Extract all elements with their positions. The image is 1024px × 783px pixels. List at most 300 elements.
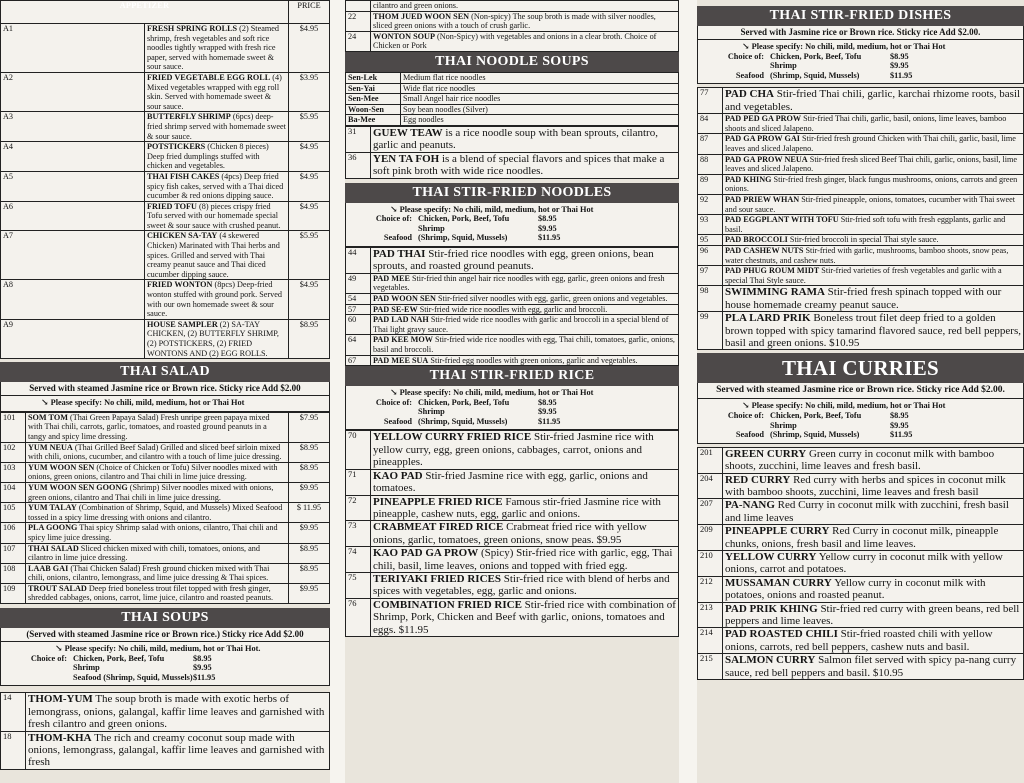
menu-item-row — [1, 583, 330, 603]
item-number: 71 — [346, 469, 371, 495]
menu-item-row — [1, 24, 330, 73]
item-name: FRESH SPRING ROLLS — [147, 24, 238, 33]
noodle-type-row — [346, 94, 679, 105]
item-desc-text: (Choice of Chicken or Tofu) Silver noodles mixed with onions, green onions, cilantro and Thai chili in lime juice dressing. — [28, 462, 278, 482]
menu-column-right — [697, 0, 1024, 783]
protein-option — [5, 663, 325, 673]
menu-item-row — [1, 142, 330, 172]
item-name: PAD MEE — [373, 273, 410, 283]
item-desc-text: Stir-fried Jasmine rice with yellow curry, egg, green onions, cabbages, carrot, onions and pineapples. — [373, 431, 654, 469]
item-name: GUEW TEAW — [373, 126, 443, 139]
chili-pepper-icon: ↘ — [390, 203, 398, 214]
item-description — [145, 112, 289, 142]
chili-pepper-icon: ↘ — [390, 387, 398, 398]
item-description — [723, 654, 1024, 680]
protein-price: $9.95 — [538, 407, 557, 417]
item-number: 98 — [698, 286, 723, 312]
item-description — [723, 266, 1024, 286]
menu-item-row — [346, 247, 679, 273]
item-desc-text: Stir-fried Jasmine rice with egg, garlic, onions and tomatoes. — [373, 469, 648, 495]
noodle-soups-heading: THAI NOODLE SOUPS — [345, 52, 679, 72]
item-price: $4.95 — [289, 201, 330, 231]
rice-options — [345, 386, 679, 430]
item-number: 99 — [698, 312, 723, 350]
protein-price: $8.95 — [890, 410, 909, 420]
menu-item-row — [698, 550, 1024, 576]
item-desc-text: The rich and creamy coconut soup made with onions, lemongrass, galangal, kaffir lime leaves and garnished with fresh — [28, 731, 325, 769]
menu-item-row — [698, 525, 1024, 551]
item-name: KAO PAD — [373, 469, 423, 482]
item-desc-text: Thai spicy Shrimp salad with onions, cilantro, Thai chili and spicy lime juice dressing. — [28, 523, 278, 542]
item-desc-text: Yellow curry in coconut milk with yellow onions, carrot and potatoes. — [725, 550, 1003, 576]
menu-item-row — [346, 335, 679, 355]
protein-option — [350, 417, 674, 427]
appetizer-table — [0, 0, 330, 359]
item-number: 102 — [1, 442, 26, 462]
rice-table — [345, 430, 679, 637]
menu-item-row — [346, 304, 679, 315]
item-desc-text: Salmon filet served with spicy pa-nang curry sauce, red bell peppers and basil. $10.95 — [725, 654, 1017, 679]
soup-continued-text: cilantro and green onions. — [371, 1, 679, 12]
item-description — [145, 231, 289, 280]
menu-item-row — [1, 112, 330, 142]
protein-label: Seafood — [735, 70, 764, 80]
item-desc-text: Stir-fried varieties of fresh vegetables and garlic with a special Thai Style sauce. — [725, 266, 1002, 285]
item-description — [723, 447, 1024, 473]
item-number: 88 — [698, 154, 723, 174]
item-number: 212 — [698, 576, 723, 602]
item-name: PINEAPPLE FRIED RICE — [373, 495, 503, 508]
menu-item-row — [346, 293, 679, 304]
item-name: KAO PAD GA PROW — [373, 547, 479, 560]
protein-label: Seafood — [383, 416, 412, 426]
item-desc-text: Red curry with herbs and spices in coconut milk with bamboo shoots, zucchini, lime leaves and fresh basil — [725, 473, 1006, 498]
item-description — [371, 547, 679, 573]
item-name: CHICKEN SA-TAY — [147, 231, 218, 241]
item-description — [26, 503, 289, 523]
item-number: 96 — [698, 245, 723, 265]
dishes-rice-note: Served with Jasmine rice or Brown rice. Sticky rice Add $2.00. — [697, 26, 1024, 40]
noodle-type-desc: Medium flat rice noodles — [401, 72, 679, 83]
item-number: 89 — [698, 174, 723, 194]
item-name: HOUSE SAMPLER — [147, 319, 218, 329]
item-name: PLA LARD PRIK — [725, 312, 811, 325]
item-number: 105 — [1, 503, 26, 523]
soups-spice-text: Please specify: No chili, mild, medium, hot or Thai Hot. — [64, 644, 261, 654]
noodle-types-table — [345, 72, 679, 126]
menu-item-row — [698, 628, 1024, 654]
menu-item-row — [1, 462, 330, 482]
column-gutter — [330, 0, 345, 783]
soups-options — [0, 642, 330, 686]
item-description — [723, 134, 1024, 154]
item-desc-text: (2) SA-TAY CHICKEN, (2) BUTTERFLY SHRIMP, (2) POTSTICKERS, (2) FRIED WONTONS AND (2) EGG ROLLS. — [147, 319, 279, 358]
item-number: 95 — [698, 235, 723, 246]
item-desc-text: Stir-fried egg noodles with green onions, garlic and vegetables. — [428, 355, 638, 365]
item-name: YEN TA FOH — [373, 152, 440, 165]
item-name: YELLOW CURRY FRIED RICE — [373, 431, 532, 444]
item-price: $5.95 — [289, 112, 330, 142]
noodle-type-desc: Soy bean noodles (Silver) — [401, 104, 679, 115]
item-price: $7.95 — [289, 412, 330, 442]
item-price: $9.95 — [289, 523, 330, 543]
protein-price: $11.95 — [538, 416, 561, 426]
item-description — [371, 126, 679, 152]
menu-item-row — [346, 315, 679, 335]
protein-price: $8.95 — [193, 653, 212, 663]
stir-fried-dishes-heading: THAI STIR-FRIED DISHES — [697, 6, 1024, 26]
item-price: $ 11.95 — [289, 503, 330, 523]
appetizer-heading: APPETIZER — [1, 1, 289, 24]
item-description — [371, 521, 679, 547]
chili-pepper-icon: ↘ — [742, 41, 750, 51]
item-description — [723, 602, 1024, 628]
protein-price: $11.95 — [890, 70, 913, 80]
item-price: $4.95 — [289, 24, 330, 73]
item-name: PAD MEE SUA — [373, 355, 429, 365]
item-desc-text: Stir-fried wide rice noodles with egg, garlic and broccoli. — [417, 304, 608, 314]
menu-item-row — [1, 543, 330, 563]
menu-item-row — [1, 72, 330, 111]
item-number: 214 — [698, 628, 723, 654]
item-desc-text: Stir-fried Thai chili, garlic, karchai rhizome roots, basil and vegetables. — [725, 88, 1021, 113]
item-number: A9 — [1, 319, 145, 358]
item-number: 103 — [1, 462, 26, 482]
protein-name: Chicken, Pork, Beef, Tofu — [418, 397, 510, 407]
item-name: PAD PRIK KHING — [725, 602, 818, 615]
protein-option — [5, 673, 325, 683]
item-number: 213 — [698, 602, 723, 628]
menu-column-middle — [345, 0, 679, 783]
menu-item-row — [698, 602, 1024, 628]
noodle-type-row — [346, 104, 679, 115]
menu-item-row — [346, 495, 679, 521]
menu-item-row — [346, 521, 679, 547]
item-description — [371, 495, 679, 521]
menu-item-row — [1, 171, 330, 201]
item-number: 57 — [346, 304, 371, 315]
item-name: PAD ROASTED CHILI — [725, 628, 838, 641]
item-name: THOM JUED WOON SEN — [373, 11, 470, 21]
menu-item-row — [346, 152, 679, 178]
item-number: 207 — [698, 499, 723, 525]
salad-table — [0, 412, 330, 604]
item-number: 215 — [698, 654, 723, 680]
item-price: $8.95 — [289, 442, 330, 462]
curries-spice-text: Please specify: No chili, mild, medium, hot or Thai Hot — [751, 401, 946, 411]
salad-spice-text: Please specify: No chili, mild, medium, hot or Thai Hot — [50, 398, 245, 408]
item-desc-text: Stir-fried pineapple, onions, tomatoes, cucumber with Thai sweet and sour sauce. — [725, 194, 1016, 214]
item-description — [723, 499, 1024, 525]
protein-option — [702, 430, 1019, 440]
menu-item-row — [346, 11, 679, 31]
item-number: A8 — [1, 280, 145, 319]
chili-pepper-icon: ↘ — [41, 397, 49, 408]
item-desc-text: Stir-fried rice with combination of Shrimp, Pork, Chicken and Beef with garlic, onions, tomatoes and eggs. $11.95 — [373, 598, 676, 636]
item-number: 72 — [346, 495, 371, 521]
noodles-table — [345, 247, 679, 366]
item-description — [723, 88, 1024, 114]
item-number: A4 — [1, 142, 145, 172]
item-number: 44 — [346, 247, 371, 273]
item-number: 109 — [1, 583, 26, 603]
noodle-soups-table — [345, 126, 679, 179]
item-description — [371, 572, 679, 598]
item-desc-text: (Spicy) Stir-fried rice with garlic, egg, Thai chili, basil, lime leaves, onions and topped with fried egg. — [373, 547, 673, 572]
item-name: PAD CHA — [725, 88, 774, 101]
protein-name: Chicken, Pork, Beef, Tofu — [73, 653, 165, 663]
item-desc-text: Green curry in coconut milk with bamboo shoots, zucchini, lime leaves and fresh basil. — [725, 447, 995, 473]
protein-option — [702, 421, 1019, 431]
item-name: PAD BROCCOLI — [725, 235, 788, 245]
protein-price: $11.95 — [193, 672, 216, 682]
item-name: PLA GOONG — [28, 523, 78, 533]
chili-pepper-icon: ↘ — [742, 400, 750, 411]
item-name: THOM-KHA — [28, 731, 92, 744]
protein-label — [702, 421, 770, 431]
menu-item-row — [346, 273, 679, 293]
item-desc-text: (4pcs) Deep fried spicy fish cakes, served with a Thai diced cucumber & red onions dipping sauce. — [147, 171, 284, 201]
protein-name: Shrimp — [418, 407, 445, 417]
item-number: 209 — [698, 525, 723, 551]
item-desc-text: Stir-fried broccoli in special Thai style sauce. — [787, 235, 939, 245]
menu-item-row — [698, 194, 1024, 214]
item-name: FRIED TOFU — [147, 201, 197, 211]
menu-item-row — [1, 412, 330, 442]
menu-item-row — [698, 235, 1024, 246]
item-name: CRABMEAT FIRED RICE — [373, 521, 504, 534]
item-name: SOM TOM — [28, 412, 68, 422]
menu-item-row — [698, 654, 1024, 680]
item-number: 104 — [1, 482, 26, 502]
protein-name: (Shrimp, Squid, Mussels) — [770, 70, 860, 80]
item-description — [723, 628, 1024, 654]
item-number: 87 — [698, 134, 723, 154]
item-name: BUTTERFLY SHRIMP — [147, 112, 231, 122]
menu-item-row — [346, 126, 679, 152]
protein-name: (Shrimp, Squid, Mussels) — [418, 233, 508, 243]
dishes-options — [697, 40, 1024, 84]
menu-item-row — [698, 473, 1024, 499]
noodles-options — [345, 203, 679, 247]
item-name: PAD KHING — [725, 174, 772, 184]
item-number: 93 — [698, 215, 723, 235]
item-name: PAD PRIEW WHAN — [725, 194, 800, 204]
protein-name: Shrimp — [73, 663, 100, 673]
item-name: TROUT SALAD — [28, 583, 87, 593]
item-description — [26, 442, 289, 462]
item-desc-text: Stir-fried red curry with green beans, red bell peppers and lime leaves. — [725, 602, 1020, 627]
dishes-spice-text: Please specify: No chili, mild, medium, hot or Thai Hot — [751, 42, 946, 51]
item-number: 49 — [346, 273, 371, 293]
item-desc-text: Boneless trout filet deep fried to a golden brown topped with spicy tamarind flavored sauce, red bell peppers, basil and green onions. $10.95 — [725, 312, 1021, 349]
dishes-table — [697, 87, 1024, 350]
item-desc-text: Stir-fried wide rice noodles with garlic and broccoli in a special blend of Thai light gravy sauce. — [373, 315, 669, 334]
item-number: 14 — [1, 693, 26, 731]
item-number: 22 — [346, 11, 371, 31]
item-description — [371, 335, 679, 355]
item-name: YUM WOON SEN — [28, 462, 95, 472]
item-description — [145, 24, 289, 73]
menu-item-row — [698, 312, 1024, 350]
menu-item-row — [698, 114, 1024, 134]
item-description — [723, 473, 1024, 499]
item-description — [26, 543, 289, 563]
item-desc-text: (Thai Grilled Beef Salad) Grilled and sliced beef sirloin mixed with chili, onions, cucumber, and cilantro with a touch of lime juice dressing. — [28, 442, 282, 462]
item-number: 31 — [346, 126, 371, 152]
item-number: A3 — [1, 112, 145, 142]
item-description — [145, 319, 289, 358]
item-name: PAD SE-EW — [373, 304, 418, 314]
item-number: 76 — [346, 598, 371, 636]
item-number: 64 — [346, 335, 371, 355]
item-description — [145, 72, 289, 111]
protein-label — [350, 407, 418, 417]
item-name: WONTON SOUP — [373, 31, 435, 41]
protein-option — [350, 398, 674, 408]
menu-item-row — [698, 215, 1024, 235]
protein-price: $11.95 — [538, 233, 561, 243]
item-desc-text: Stir-fried rice noodles with egg, green onions, bean sprouts, and roasted ground peanuts. — [373, 247, 654, 273]
noodle-type-name: Sen-Yai — [346, 83, 401, 94]
item-description — [145, 142, 289, 172]
item-name: THOM-YUM — [28, 693, 93, 706]
soups-table — [0, 692, 330, 769]
noodle-type-name: Sen-Mee — [346, 94, 401, 105]
item-desc-text: (8) pieces crispy fried Tofu served with our homemade special sweet & sour sauce with crushed peanut. — [147, 201, 281, 230]
item-desc-text: (2) Steamed shrimp, fresh vegetables and soft rice noodles tightly wrapped with fresh rice paper, served with homemade sweet & sour sauce. — [147, 24, 279, 72]
item-description — [145, 280, 289, 319]
noodle-type-row — [346, 115, 679, 126]
menu-item-row — [346, 547, 679, 573]
protein-option — [702, 61, 1019, 71]
item-desc-text: (Thai Green Papaya Salad) Fresh unripe green papaya mixed with Thai chili, carrots, garlic, tomatoes, and roasted ground peanuts in a tangy and spicy lime dressing. — [28, 412, 270, 441]
protein-option — [350, 214, 674, 224]
protein-label: Choice of: — [30, 653, 67, 663]
item-name: PAD GA PROW GAI — [725, 134, 800, 144]
protein-label — [702, 61, 770, 71]
protein-price: $9.95 — [193, 663, 212, 673]
menu-item-row — [346, 431, 679, 469]
menu-item-row — [698, 174, 1024, 194]
protein-name: (Shrimp, Squid, Mussels) — [418, 416, 508, 426]
thai-soups-heading: THAI SOUPS — [0, 608, 330, 628]
item-name: RED CURRY — [725, 473, 791, 486]
rice-spice-text: Please specify: No chili, mild, medium, hot or Thai Hot — [399, 388, 594, 398]
noodle-type-row — [346, 72, 679, 83]
protein-label: Seafood — [735, 430, 764, 440]
noodle-type-desc: Egg noodles — [401, 115, 679, 126]
item-name: MUSSAMAN CURRY — [725, 576, 832, 589]
protein-name: Chicken, Pork, Beef, Tofu — [418, 214, 510, 224]
item-price: $8.95 — [289, 319, 330, 358]
noodle-type-row — [346, 83, 679, 94]
menu-item-row — [698, 266, 1024, 286]
item-desc-text: Stir-fried with garlic, mushrooms, bamboo shoots, snow peas, water chestnuts, and cashew nuts. — [725, 245, 1009, 265]
item-number: A2 — [1, 72, 145, 111]
menu-item-row — [698, 447, 1024, 473]
noodle-type-name: Ba-Mee — [346, 115, 401, 126]
item-desc-text: Stir-fried fresh spinach topped with our house homemade creamy peanut sauce. — [725, 286, 1002, 311]
protein-option — [350, 233, 674, 243]
item-desc-text: is a rice noodle soup with bean sprouts, cilantro, garlic and peanuts. — [373, 126, 658, 152]
item-description — [26, 482, 289, 502]
item-price: $9.95 — [289, 583, 330, 603]
item-price: $9.95 — [289, 482, 330, 502]
item-desc-text: Stir-fried Thai chili, garlic, basil, onions, lime leaves, bamboo shoots and sliced Jalapeno. — [725, 114, 1007, 133]
item-price: $3.95 — [289, 72, 330, 111]
protein-label: Choice of: — [727, 51, 764, 61]
item-desc-text: Stir-fried wide rice noodles with egg, Thai chili, tomatoes, garlic, onions, basil and broccoli. — [373, 335, 675, 354]
item-description — [723, 286, 1024, 312]
item-desc-text: (Combination of Shrimp, Squid, and Mussels) Mixed Seafood tossed in a spicy lime dressing with onions and cilantro. — [28, 503, 283, 522]
item-price: $4.95 — [289, 171, 330, 201]
menu-item-row — [1, 563, 330, 583]
item-description — [145, 201, 289, 231]
item-number: 210 — [698, 550, 723, 576]
item-description — [723, 312, 1024, 350]
protein-label: Choice of: — [375, 214, 412, 224]
item-description — [371, 293, 679, 304]
item-description — [723, 550, 1024, 576]
item-name: GREEN CURRY — [725, 447, 807, 460]
item-number: 74 — [346, 547, 371, 573]
item-price: $5.95 — [289, 231, 330, 280]
protein-label: Choice of: — [375, 397, 412, 407]
protein-name: (Shrimp, Squid, Mussels) — [770, 430, 860, 440]
item-desc-text: Stir-fried roasted chili with yellow onions, carrots, red bell peppers, cashew nuts and basil. — [725, 628, 993, 653]
menu-item-row — [1, 731, 330, 769]
soups-rice-note: (Served with steamed Jasmine rice or Brown rice.) Sticky rice Add $2.00 — [0, 628, 330, 642]
soup-continued-table — [345, 0, 679, 52]
item-description — [723, 194, 1024, 214]
protein-label: Choice of: — [727, 410, 764, 420]
menu-item-row — [346, 469, 679, 495]
item-description — [145, 171, 289, 201]
salad-rice-note: Served with steamed Jasmine rice or Brown rice. Sticky rice Add $2.00 — [0, 382, 330, 396]
item-name: TERIYAKI FRIED RICES — [373, 572, 501, 585]
menu-item-row — [698, 576, 1024, 602]
thai-curries-heading: THAI CURRIES — [697, 353, 1024, 383]
item-desc-text: Red Curry in coconut milk with zucchini, fresh basil and lime leaves — [725, 499, 1009, 524]
item-number: 204 — [698, 473, 723, 499]
item-description — [723, 154, 1024, 174]
item-desc-text: (Chicken 8 pieces) Deep fried dumplings stuffed with chicken and vegetables. — [147, 142, 269, 171]
item-number: A6 — [1, 201, 145, 231]
item-number: A7 — [1, 231, 145, 280]
item-name: PAD KEE MOW — [373, 335, 433, 345]
protein-option — [702, 52, 1019, 62]
item-name: PAD CASHEW NUTS — [725, 245, 804, 255]
menu-item-row — [1, 201, 330, 231]
protein-price: $11.95 — [890, 430, 913, 440]
item-desc-text: (6pcs) deep-fried shrimp served with homemade sweet & sour sauce. — [147, 112, 286, 141]
item-price: $4.95 — [289, 280, 330, 319]
item-number: 73 — [346, 521, 371, 547]
curries-table — [697, 447, 1024, 680]
item-description — [723, 174, 1024, 194]
item-description — [371, 469, 679, 495]
menu-item-row — [698, 88, 1024, 114]
menu-item-row — [1, 231, 330, 280]
item-desc-text: (Non-Spicy) with vegetables and onions in a clear broth. Choice of Chicken or Pork — [373, 31, 657, 51]
item-description — [371, 598, 679, 636]
item-desc-text: (Thai Chicken Salad) Fresh ground chicken mixed with Thai chili, onions, cilantro, lemongrass, and lime juice dressing & Thai spices. — [28, 563, 270, 583]
item-description — [26, 731, 330, 769]
item-description — [26, 693, 330, 731]
item-description — [26, 462, 289, 482]
item-desc-text: Stir-fried thin angel hair rice noodles with egg, garlic, green onions and fresh vegetables. — [373, 273, 665, 293]
